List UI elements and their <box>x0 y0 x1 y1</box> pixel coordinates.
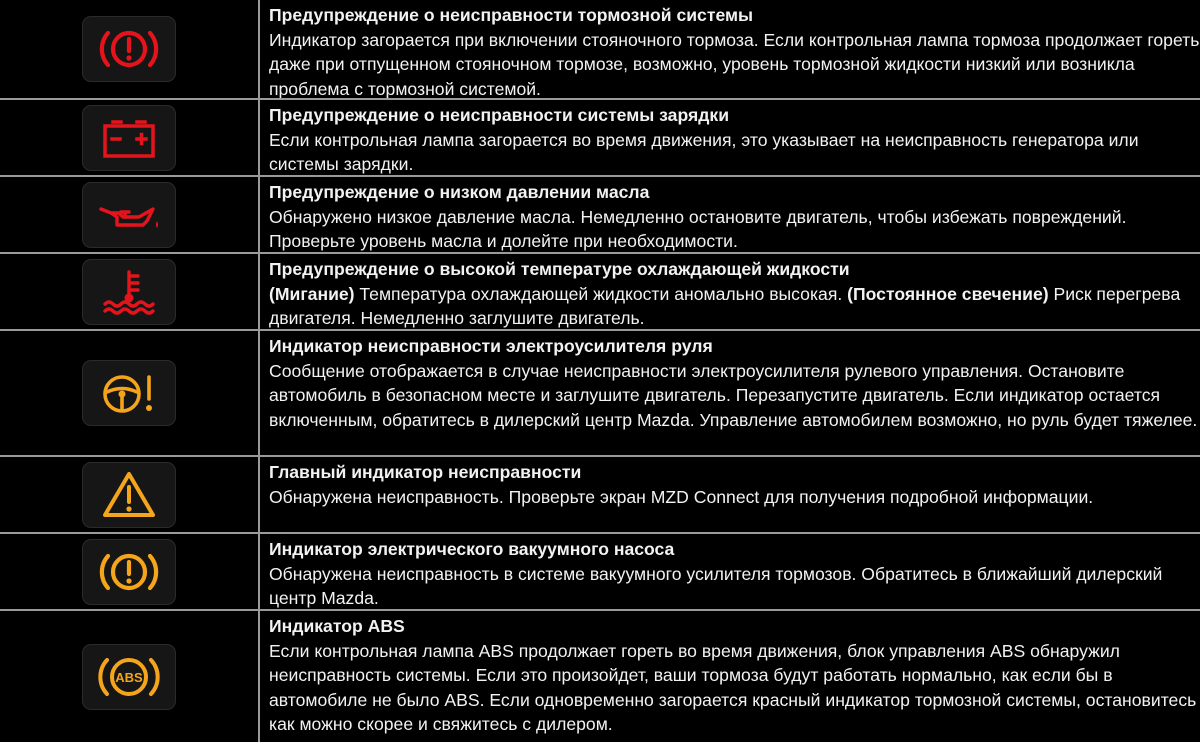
row-description: Обнаружена неисправность. Проверьте экран MZD Connect для получения подробной информации. <box>269 486 1094 507</box>
row-title: Предупреждение о низком давлении масла <box>269 182 650 202</box>
row-title: Индикатор ABS <box>269 616 405 636</box>
row-master-text <box>260 457 1200 534</box>
row-title: Индикатор электрического вакуумного насоса <box>269 539 675 559</box>
abs-icon-label: ABS <box>115 669 143 685</box>
icon-cell-master <box>0 457 260 534</box>
desc-text-1: Температура охлаждающей жидкости аномально высокая. <box>354 283 848 304</box>
vacuum-pump-icon <box>82 539 176 605</box>
icon-cell-abs <box>0 611 260 742</box>
row-description: Обнаружено низкое давление масла. Немедленно остановите двигатель, чтобы избежать повреждений. Проверьте уровень масла и долейте при необходимости. <box>269 206 1127 251</box>
brake-warning-icon <box>82 16 176 82</box>
row-description: Индикатор загорается при включении стояночного тормоза. Если контрольная лампа тормоза продолжает гореть даже при отпущенном стояночном тормозе, возможно, уровень тормозной жидкости низкий или возникла проблема с тормозной системой. <box>269 29 1200 99</box>
battery-icon <box>82 105 176 171</box>
icon-cell-brake <box>0 0 260 100</box>
row-battery-text <box>260 100 1200 177</box>
coolant-temperature-icon <box>82 259 176 325</box>
icon-cell-vacuum <box>0 534 260 611</box>
row-description: Если контрольная лампа ABS продолжает гореть во время движения, блок управления ABS обнаружил неисправность системы. Если это произойдет, ваши тормоза будут работать нормально, как если бы в автомобиле не было ABS. Если одновременно загорается красный индикатор тормозной системы, остановитесь как можно скорее и свяжитесь с дилером. <box>269 640 1197 734</box>
row-brake-text <box>260 0 1200 100</box>
master-warning-icon <box>82 462 176 528</box>
icon-cell-battery <box>0 100 260 177</box>
icon-cell-oil <box>0 177 260 254</box>
row-title: Индикатор неисправности электроусилителя руля <box>269 336 713 356</box>
desc-text-2: Риск перегрева двигателя. Немедленно заглушите двигатель. <box>269 283 1181 328</box>
oil-can-icon <box>82 182 176 248</box>
row-title: Предупреждение о неисправности системы зарядки <box>269 105 730 125</box>
row-coolant-text <box>260 254 1200 331</box>
icon-cell-coolant <box>0 254 260 331</box>
desc-bold-steady: (Постоянное свечение) <box>847 283 1049 304</box>
row-vacuum-text <box>260 534 1200 611</box>
abs-icon <box>82 644 176 710</box>
row-description: Обнаружена неисправность в системе вакуумного усилителя тормозов. Обратитесь в ближайший дилерский центр Mazda. <box>269 563 1163 608</box>
row-title: Главный индикатор неисправности <box>269 462 582 482</box>
icon-cell-steering <box>0 331 260 457</box>
power-steering-icon <box>82 360 176 426</box>
row-description: Сообщение отображается в случае неисправности электроусилителя рулевого управления. Остановите автомобиль в безопасном месте и заглушите двигатель. Перезапустите двигатель. Если индикатор остается включенным, обратитесь в дилерский центр Mazda. Управление автомобилем возможно, но руль будет тяжелее. <box>269 360 1198 430</box>
row-abs-text <box>260 611 1200 742</box>
row-title: Предупреждение о высокой температуре охлаждающей жидкости <box>269 259 850 279</box>
desc-bold-blinking: (Мигание) <box>269 283 355 304</box>
row-description: Если контрольная лампа загорается во время движения, это указывает на неисправность генератора или системы зарядки. <box>269 129 1139 174</box>
row-title: Предупреждение о неисправности тормозной системы <box>269 5 754 25</box>
row-steering-text <box>260 331 1200 457</box>
row-description <box>269 282 1200 331</box>
row-oil-text <box>260 177 1200 254</box>
